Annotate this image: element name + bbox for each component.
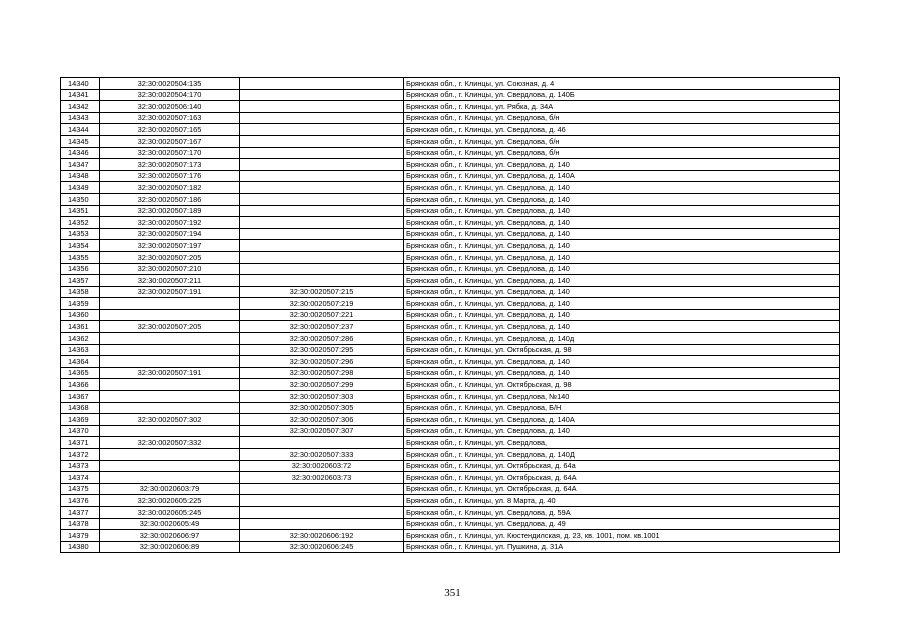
cadastral-number-cell: 32:30:0020507:167 xyxy=(100,135,240,147)
cadastral-number-cell xyxy=(100,356,240,368)
table-row xyxy=(61,530,840,542)
related-cadastral-number-cell xyxy=(240,483,404,495)
table-row xyxy=(61,391,840,403)
cadastral-number-cell: 32:30:0020507:176 xyxy=(100,170,240,182)
related-cadastral-number-cell xyxy=(240,275,404,287)
address-cell: Брянская обл., г. Клинцы, ул. Свердлова, д. 140 xyxy=(404,193,840,205)
related-cadastral-number-cell xyxy=(240,170,404,182)
cadastral-number-cell: 32:30:0020507:189 xyxy=(100,205,240,217)
related-cadastral-number-cell xyxy=(240,147,404,159)
address-cell: Брянская обл., г. Клинцы, ул. Свердлова, б/н xyxy=(404,147,840,159)
record-number-cell: 14368 xyxy=(61,402,100,414)
related-cadastral-number-cell: 32:30:0020603:72 xyxy=(240,460,404,472)
cadastral-number-cell: 32:30:0020507:205 xyxy=(100,321,240,333)
table-row xyxy=(61,205,840,217)
record-number-cell: 14356 xyxy=(61,263,100,275)
address-cell: Брянская обл., г. Клинцы, ул. Свердлова, д. 140 xyxy=(404,217,840,229)
cadastral-number-cell: 32:30:0020507:173 xyxy=(100,159,240,171)
related-cadastral-number-cell: 32:30:0020507:307 xyxy=(240,425,404,437)
related-cadastral-number-cell xyxy=(240,89,404,101)
address-cell: Брянская обл., г. Клинцы, ул. Свердлова, д. 140 xyxy=(404,356,840,368)
cadastral-number-cell: 32:30:0020507:194 xyxy=(100,228,240,240)
record-number-cell: 14352 xyxy=(61,217,100,229)
record-number-cell: 14346 xyxy=(61,147,100,159)
related-cadastral-number-cell: 32:30:0020507:298 xyxy=(240,367,404,379)
related-cadastral-number-cell: 32:30:0020507:219 xyxy=(240,298,404,310)
address-cell: Брянская обл., г. Клинцы, ул. Свердлова, д. 140 xyxy=(404,159,840,171)
related-cadastral-number-cell xyxy=(240,251,404,263)
table-row xyxy=(61,112,840,124)
cadastral-number-cell xyxy=(100,472,240,484)
related-cadastral-number-cell xyxy=(240,101,404,113)
address-cell: Брянская обл., г. Клинцы, ул. Свердлова, д. 140Б xyxy=(404,89,840,101)
cadastral-number-cell xyxy=(100,298,240,310)
address-cell: Брянская обл., г. Клинцы, ул. Рябка, д. 34А xyxy=(404,101,840,113)
record-number-cell: 14340 xyxy=(61,78,100,90)
address-cell: Брянская обл., г. Клинцы, ул. Октябрьская, д. 98 xyxy=(404,379,840,391)
related-cadastral-number-cell: 32:30:0020507:295 xyxy=(240,344,404,356)
table-row xyxy=(61,414,840,426)
record-number-cell: 14359 xyxy=(61,298,100,310)
record-number-cell: 14370 xyxy=(61,425,100,437)
record-number-cell: 14348 xyxy=(61,170,100,182)
related-cadastral-number-cell: 32:30:0020606:245 xyxy=(240,541,404,553)
record-number-cell: 14378 xyxy=(61,518,100,530)
address-cell: Брянская обл., г. Клинцы, ул. Союзная, д. 4 xyxy=(404,78,840,90)
table-row xyxy=(61,170,840,182)
cadastral-number-cell xyxy=(100,460,240,472)
address-cell: Брянская обл., г. Клинцы, ул. Свердлова, д. 140 xyxy=(404,251,840,263)
table-row xyxy=(61,217,840,229)
related-cadastral-number-cell xyxy=(240,205,404,217)
table-row xyxy=(61,228,840,240)
cadastral-number-cell: 32:30:0020507:163 xyxy=(100,112,240,124)
table-row xyxy=(61,182,840,194)
table-row xyxy=(61,124,840,136)
record-number-cell: 14351 xyxy=(61,205,100,217)
cadastral-number-cell: 32:30:0020507:165 xyxy=(100,124,240,136)
cadastral-number-cell: 32:30:0020504:170 xyxy=(100,89,240,101)
cadastral-number-cell: 32:30:0020507:191 xyxy=(100,367,240,379)
table-row xyxy=(61,356,840,368)
record-number-cell: 14342 xyxy=(61,101,100,113)
cadastral-number-cell: 32:30:0020506:140 xyxy=(100,101,240,113)
table-row xyxy=(61,193,840,205)
table-row xyxy=(61,437,840,449)
table-row xyxy=(61,135,840,147)
record-number-cell: 14354 xyxy=(61,240,100,252)
address-cell: Брянская обл., г. Клинцы, ул. 8 Марта, д. 40 xyxy=(404,495,840,507)
address-cell: Брянская обл., г. Клинцы, ул. Кюстендилская, д. 23, кв. 1001, пом. кв.1001 xyxy=(404,530,840,542)
related-cadastral-number-cell xyxy=(240,240,404,252)
related-cadastral-number-cell: 32:30:0020606:192 xyxy=(240,530,404,542)
table-row xyxy=(61,402,840,414)
related-cadastral-number-cell: 32:30:0020507:333 xyxy=(240,449,404,461)
table-row xyxy=(61,275,840,287)
cadastral-number-cell: 32:30:0020606:97 xyxy=(100,530,240,542)
address-cell: Брянская обл., г. Клинцы, ул. Свердлова, б/н xyxy=(404,112,840,124)
address-cell: Брянская обл., г. Клинцы, ул. Свердлова, д. 140А xyxy=(404,170,840,182)
cadastral-number-cell xyxy=(100,402,240,414)
related-cadastral-number-cell xyxy=(240,228,404,240)
record-number-cell: 14347 xyxy=(61,159,100,171)
address-cell: Брянская обл., г. Клинцы, ул. Свердлова, д. 140 xyxy=(404,425,840,437)
table-row xyxy=(61,472,840,484)
record-number-cell: 14375 xyxy=(61,483,100,495)
address-cell: Брянская обл., г. Клинцы, ул. Свердлова, д. 140 xyxy=(404,298,840,310)
related-cadastral-number-cell xyxy=(240,193,404,205)
table-row xyxy=(61,483,840,495)
related-cadastral-number-cell xyxy=(240,437,404,449)
record-number-cell: 14377 xyxy=(61,506,100,518)
address-cell: Брянская обл., г. Клинцы, ул. Октябрьская, д. 64А xyxy=(404,472,840,484)
table-row xyxy=(61,263,840,275)
table-row xyxy=(61,344,840,356)
record-number-cell: 14361 xyxy=(61,321,100,333)
cadastral-number-cell xyxy=(100,425,240,437)
cadastral-number-cell: 32:30:0020507:191 xyxy=(100,286,240,298)
address-cell: Брянская обл., г. Клинцы, ул. Свердлова, Б/Н xyxy=(404,402,840,414)
cadastral-number-cell xyxy=(100,333,240,345)
address-cell: Брянская обл., г. Клинцы, ул. Свердлова, д. 140 xyxy=(404,309,840,321)
cadastral-number-cell xyxy=(100,309,240,321)
address-cell: Брянская обл., г. Клинцы, ул. Пушкина, д. 31А xyxy=(404,541,840,553)
record-number-cell: 14372 xyxy=(61,449,100,461)
table-row xyxy=(61,367,840,379)
cadastral-number-cell: 32:30:0020507:332 xyxy=(100,437,240,449)
address-cell: Брянская обл., г. Клинцы, ул. Октябрьская, д. 64А xyxy=(404,483,840,495)
record-number-cell: 14363 xyxy=(61,344,100,356)
related-cadastral-number-cell xyxy=(240,135,404,147)
record-number-cell: 14371 xyxy=(61,437,100,449)
cadastral-number-cell xyxy=(100,344,240,356)
record-number-cell: 14360 xyxy=(61,309,100,321)
table-row xyxy=(61,101,840,113)
address-cell: Брянская обл., г. Клинцы, ул. Свердлова, д. 140 xyxy=(404,286,840,298)
cadastral-number-cell: 32:30:0020605:245 xyxy=(100,506,240,518)
table-row xyxy=(61,286,840,298)
table-row xyxy=(61,333,840,345)
record-number-cell: 14362 xyxy=(61,333,100,345)
table-row xyxy=(61,518,840,530)
related-cadastral-number-cell: 32:30:0020507:215 xyxy=(240,286,404,298)
related-cadastral-number-cell: 32:30:0020507:299 xyxy=(240,379,404,391)
record-number-cell: 14367 xyxy=(61,391,100,403)
cadastral-number-cell xyxy=(100,379,240,391)
table-row xyxy=(61,425,840,437)
table-row xyxy=(61,147,840,159)
cadastral-number-cell: 32:30:0020507:197 xyxy=(100,240,240,252)
cadastral-number-cell xyxy=(100,391,240,403)
related-cadastral-number-cell xyxy=(240,78,404,90)
record-number-cell: 14349 xyxy=(61,182,100,194)
record-number-cell: 14373 xyxy=(61,460,100,472)
related-cadastral-number-cell: 32:30:0020507:306 xyxy=(240,414,404,426)
record-number-cell: 14353 xyxy=(61,228,100,240)
address-cell: Брянская обл., г. Клинцы, ул. Свердлова, xyxy=(404,437,840,449)
address-cell: Брянская обл., г. Клинцы, ул. Свердлова, д. 49 xyxy=(404,518,840,530)
address-cell: Брянская обл., г. Клинцы, ул. Свердлова, д. 140 xyxy=(404,240,840,252)
related-cadastral-number-cell: 32:30:0020507:296 xyxy=(240,356,404,368)
related-cadastral-number-cell: 32:30:0020507:303 xyxy=(240,391,404,403)
related-cadastral-number-cell: 32:30:0020507:286 xyxy=(240,333,404,345)
related-cadastral-number-cell xyxy=(240,518,404,530)
record-number-cell: 14344 xyxy=(61,124,100,136)
address-cell: Брянская обл., г. Клинцы, ул. Свердлова, д. 140А xyxy=(404,414,840,426)
address-cell: Брянская обл., г. Клинцы, ул. Свердлова, д. 140 xyxy=(404,228,840,240)
address-cell: Брянская обл., г. Клинцы, ул. Свердлова, д. 46 xyxy=(404,124,840,136)
address-cell: Брянская обл., г. Клинцы, ул. Свердлова, б/н xyxy=(404,135,840,147)
cadastral-number-cell: 32:30:0020603:79 xyxy=(100,483,240,495)
table-row xyxy=(61,309,840,321)
table-row xyxy=(61,379,840,391)
record-number-cell: 14358 xyxy=(61,286,100,298)
table-row xyxy=(61,495,840,507)
table-row xyxy=(61,89,840,101)
record-number-cell: 14357 xyxy=(61,275,100,287)
related-cadastral-number-cell: 32:30:0020507:305 xyxy=(240,402,404,414)
address-cell: Брянская обл., г. Клинцы, ул. Свердлова, №140 xyxy=(404,391,840,403)
registry-table-body xyxy=(61,78,840,553)
address-cell: Брянская обл., г. Клинцы, ул. Свердлова, д. 140 xyxy=(404,182,840,194)
record-number-cell: 14369 xyxy=(61,414,100,426)
address-cell: Брянская обл., г. Клинцы, ул. Октябрьская, д. 64а xyxy=(404,460,840,472)
table-row xyxy=(61,321,840,333)
cadastral-number-cell: 32:30:0020507:210 xyxy=(100,263,240,275)
address-cell: Брянская обл., г. Клинцы, ул. Свердлова, д. 140 xyxy=(404,275,840,287)
cadastral-number-cell: 32:30:0020605:49 xyxy=(100,518,240,530)
record-number-cell: 14374 xyxy=(61,472,100,484)
related-cadastral-number-cell xyxy=(240,182,404,194)
cadastral-number-cell: 32:30:0020605:225 xyxy=(100,495,240,507)
cadastral-number-cell: 32:30:0020504:135 xyxy=(100,78,240,90)
related-cadastral-number-cell xyxy=(240,506,404,518)
table-row xyxy=(61,251,840,263)
related-cadastral-number-cell xyxy=(240,159,404,171)
cadastral-number-cell: 32:30:0020507:170 xyxy=(100,147,240,159)
address-cell: Брянская обл., г. Клинцы, ул. Свердлова, д. 140 xyxy=(404,321,840,333)
record-number-cell: 14343 xyxy=(61,112,100,124)
cadastral-number-cell xyxy=(100,449,240,461)
related-cadastral-number-cell: 32:30:0020507:237 xyxy=(240,321,404,333)
cadastral-number-cell: 32:30:0020507:182 xyxy=(100,182,240,194)
address-cell: Брянская обл., г. Клинцы, ул. Свердлова, д. 140 xyxy=(404,263,840,275)
cadastral-number-cell: 32:30:0020507:302 xyxy=(100,414,240,426)
cadastral-number-cell: 32:30:0020507:211 xyxy=(100,275,240,287)
table-row xyxy=(61,449,840,461)
registry-table xyxy=(60,77,840,553)
address-cell: Брянская обл., г. Клинцы, ул. Свердлова, д. 59А xyxy=(404,506,840,518)
record-number-cell: 14379 xyxy=(61,530,100,542)
record-number-cell: 14365 xyxy=(61,367,100,379)
table-row xyxy=(61,240,840,252)
cadastral-number-cell: 32:30:0020606:89 xyxy=(100,541,240,553)
table-row xyxy=(61,298,840,310)
related-cadastral-number-cell xyxy=(240,112,404,124)
table-row xyxy=(61,159,840,171)
record-number-cell: 14341 xyxy=(61,89,100,101)
table-row xyxy=(61,78,840,90)
address-cell: Брянская обл., г. Клинцы, ул. Свердлова, д. 140д xyxy=(404,333,840,345)
record-number-cell: 14364 xyxy=(61,356,100,368)
record-number-cell: 14366 xyxy=(61,379,100,391)
cadastral-number-cell: 32:30:0020507:192 xyxy=(100,217,240,229)
related-cadastral-number-cell xyxy=(240,217,404,229)
table-row xyxy=(61,541,840,553)
page-number: 351 xyxy=(444,587,461,599)
related-cadastral-number-cell xyxy=(240,263,404,275)
address-cell: Брянская обл., г. Клинцы, ул. Свердлова, д. 140 xyxy=(404,205,840,217)
related-cadastral-number-cell: 32:30:0020507:221 xyxy=(240,309,404,321)
table-row xyxy=(61,460,840,472)
address-cell: Брянская обл., г. Клинцы, ул. Свердлова, д. 140Д xyxy=(404,449,840,461)
table-row xyxy=(61,506,840,518)
address-cell: Брянская обл., г. Клинцы, ул. Октябрьская, д. 98 xyxy=(404,344,840,356)
record-number-cell: 14345 xyxy=(61,135,100,147)
cadastral-number-cell: 32:30:0020507:186 xyxy=(100,193,240,205)
related-cadastral-number-cell: 32:30:0020603:73 xyxy=(240,472,404,484)
record-number-cell: 14380 xyxy=(61,541,100,553)
cadastral-number-cell: 32:30:0020507:205 xyxy=(100,251,240,263)
related-cadastral-number-cell xyxy=(240,495,404,507)
related-cadastral-number-cell xyxy=(240,124,404,136)
address-cell: Брянская обл., г. Клинцы, ул. Свердлова, д. 140 xyxy=(404,367,840,379)
record-number-cell: 14350 xyxy=(61,193,100,205)
record-number-cell: 14376 xyxy=(61,495,100,507)
record-number-cell: 14355 xyxy=(61,251,100,263)
